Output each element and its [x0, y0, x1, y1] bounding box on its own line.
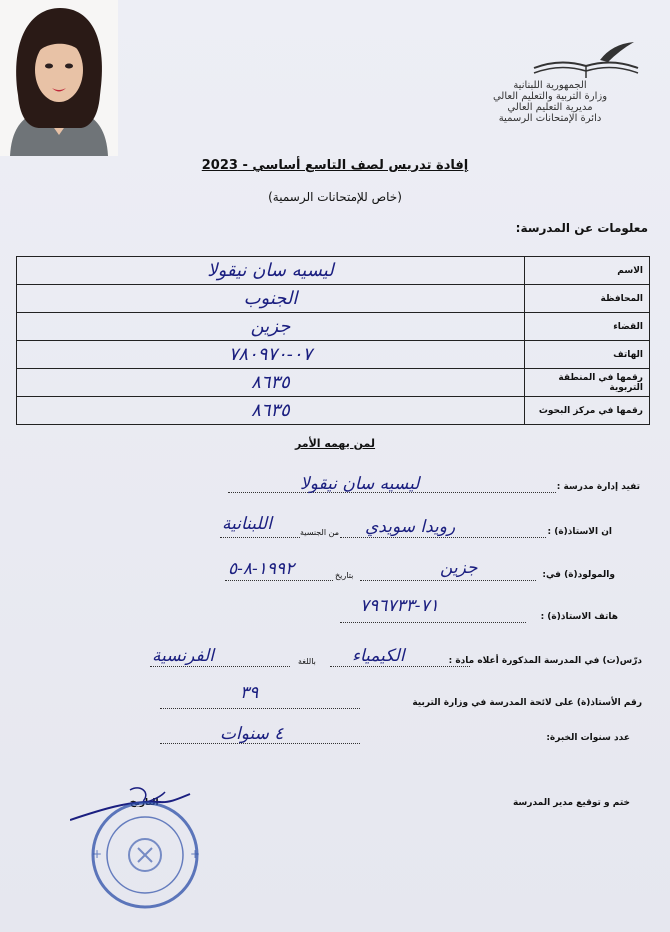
language-line: [150, 666, 290, 667]
teacher-label: ان الاستاذ(ة) :: [547, 527, 612, 537]
nationality-line: [220, 537, 300, 538]
birth-date-line: [225, 580, 333, 581]
document-title: إفادة تدريس لصف التاسع أساسي - 2023: [201, 158, 469, 173]
language-value: الفرنسية: [152, 646, 215, 666]
ministry-header: [460, 80, 640, 124]
subject-label: درّس(ت) في المدرسة المذكورة أعلاه مادة :: [448, 656, 642, 666]
region-number-value: ٨٦٣٥: [17, 369, 525, 397]
ministry-number-value: ٣٩: [240, 683, 259, 703]
school-admin-value: ليسيه سان نيقولا: [300, 474, 420, 494]
table-row: [17, 369, 650, 397]
born-place-value: جزين: [440, 558, 478, 578]
subject-value: الكيمياء: [352, 646, 405, 666]
school-name-label: الاسم: [525, 257, 650, 285]
school-admin-label: تفيد إدارة مدرسة :: [556, 482, 640, 492]
ministry-number-label: رقم الأستاذ(ة) على لائحة المدرسة في وزارة التربية: [412, 698, 642, 708]
governorate-label: المحافظة: [525, 285, 650, 313]
school-info-table: [16, 256, 650, 425]
language-label: باللغة: [298, 657, 316, 666]
svg-text:+: +: [190, 847, 201, 861]
birth-date-label: بتاريخ: [335, 571, 354, 580]
teacher-line: [340, 537, 546, 538]
to-whom-heading: لمن يهمه الأمر: [294, 437, 376, 450]
phone-label: الهاتف: [525, 341, 650, 369]
school-stamp-icon: [70, 780, 220, 910]
teacher-phone-label: هاتف الاستاذ(ة) :: [540, 612, 618, 622]
research-number-value: ٨٦٣٥: [17, 397, 525, 425]
table-row: [17, 397, 650, 425]
experience-value: ٤ سنوات: [220, 724, 284, 744]
applicant-photo: [0, 0, 118, 156]
table-row: [17, 313, 650, 341]
district-label: القضاء: [525, 313, 650, 341]
table-row: [17, 257, 650, 285]
district-value: جزين: [17, 313, 525, 341]
principal-signature-label: ختم و توقيع مدير المدرسة: [512, 798, 630, 808]
phone-value: ٠٧-٧٨٠٩٧٠: [17, 341, 525, 369]
header-ministry: وزارة التربية والتعليم العالي: [492, 91, 608, 102]
birth-date-value: ١٩٩٢-٨-٥: [228, 559, 295, 579]
ministry-number-line: [160, 708, 360, 709]
research-number-label: رقمها في مركز البحوث: [525, 397, 650, 425]
svg-text:+: +: [92, 847, 103, 861]
nationality-value: اللبنانية: [222, 514, 272, 534]
experience-label: عدد سنوات الخبرة:: [546, 733, 630, 743]
born-place-line: [360, 580, 536, 581]
document-subtitle: (خاص للإمتحانات الرسمية): [268, 190, 402, 204]
teacher-phone-line: [340, 622, 526, 623]
teacher-phone-value: ٧١-٧٩٦٧٣٣: [360, 596, 439, 616]
table-row: [17, 285, 650, 313]
teacher-value: رويدا سويدي: [365, 517, 456, 537]
nationality-label: من الجنسية: [300, 528, 339, 537]
date-label: التاريخ: [130, 798, 159, 808]
table-row: [17, 341, 650, 369]
region-number-label: رقمها في المنطقة التربوية: [525, 369, 650, 397]
header-republic: الجمهورية اللبنانية: [513, 80, 587, 91]
born-label: والمولود(ة) في:: [542, 570, 615, 580]
governorate-value: الجنوب: [17, 285, 525, 313]
header-directorate: مديرية التعليم العالي: [507, 102, 593, 113]
ministry-logo-icon: [530, 40, 642, 82]
header-department: دائرة الإمتحانات الرسمية: [498, 113, 602, 124]
school-name-value: ليسيه سان نيقولا: [17, 257, 525, 285]
school-info-heading: معلومات عن المدرسة:: [515, 221, 648, 235]
subject-line: [330, 666, 470, 667]
